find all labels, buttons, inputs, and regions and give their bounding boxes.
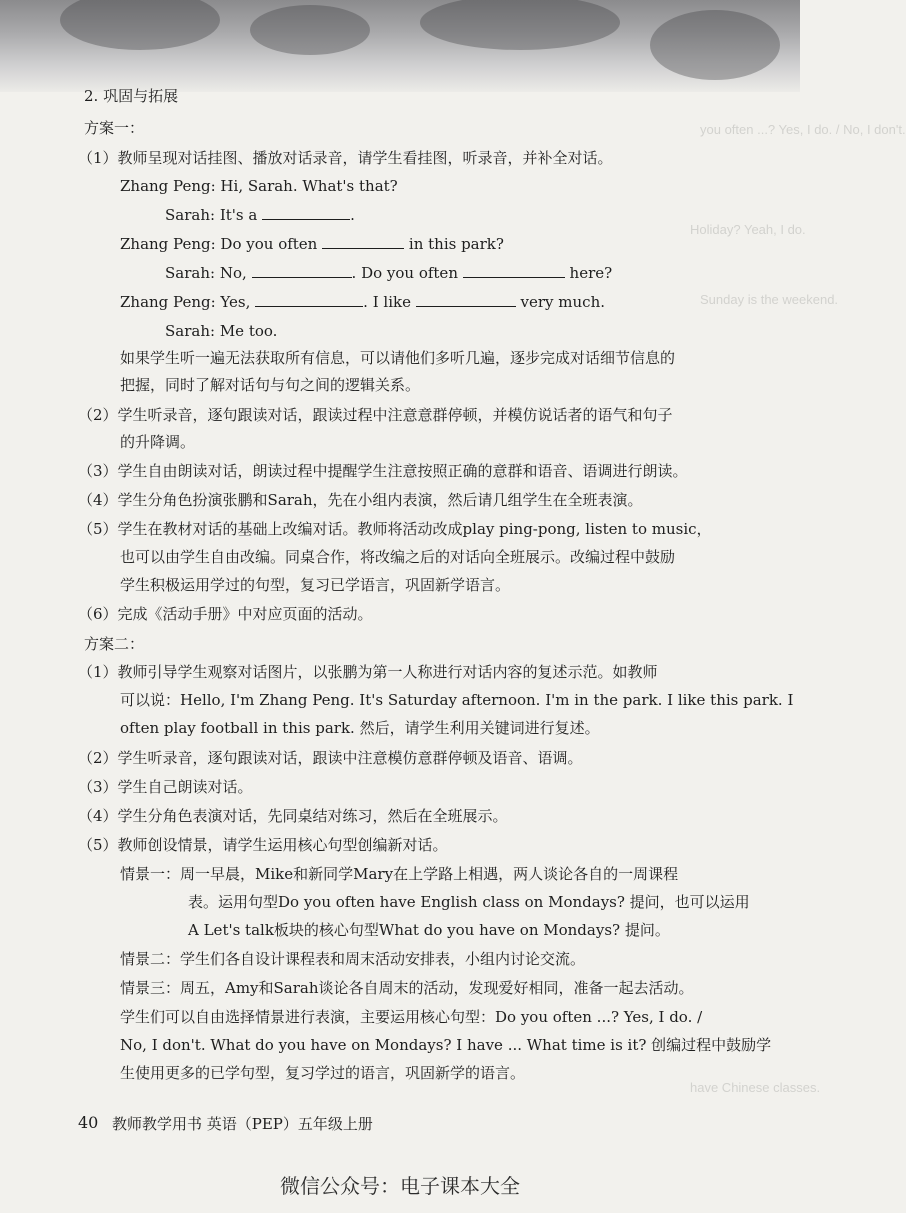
scenario: 情景三：周五，Amy和Sarah谈论各自周末的活动，发现爱好相同，准备一起去活动。 bbox=[120, 979, 694, 997]
dialog-text: Zhang Peng: Do you often bbox=[120, 235, 318, 253]
watermark-text: 微信公众号：电子课本大全 bbox=[280, 1174, 520, 1198]
paragraph: （4）学生分角色扮演张鹏和Sarah，先在小组内表演，然后请几组学生在全班表演。 bbox=[78, 491, 643, 509]
dialog-line bbox=[120, 292, 605, 312]
show-through-text: you often ...? Yes, I do. / No, I don't. bbox=[700, 122, 906, 137]
paragraph: 也可以由学生自由改编。同桌合作，将改编之后的对话向全班展示。改编过程中鼓励 bbox=[120, 548, 676, 566]
paragraph: 生使用更多的已学句型，复习学过的语言，巩固新学的语言。 bbox=[120, 1064, 526, 1082]
plan-two-heading: 方案二： bbox=[84, 635, 145, 653]
dialog-text: . Do you often bbox=[351, 264, 458, 282]
scenario: 表。运用句型Do you often have English class on Mondays? 提问，也可以运用 bbox=[188, 893, 750, 911]
paragraph: （5）学生在教材对话的基础上改编对话。教师将活动改成play ping-pong, listen to music， bbox=[78, 520, 712, 538]
paragraph: 学生们可以自由选择情景进行表演，主要运用核心句型：Do you often ...? Yes, I do. / bbox=[120, 1008, 703, 1026]
dialog-text: . I like bbox=[363, 293, 411, 311]
paragraph: （4）学生分角色表演对话，先同桌结对练习，然后在全班展示。 bbox=[78, 807, 508, 825]
show-through-text: have Chinese classes. bbox=[690, 1080, 821, 1095]
section-title: 2. 巩固与拓展 bbox=[84, 87, 179, 105]
paragraph: （3）学生自由朗读对话，朗读过程中提醒学生注意按照正确的意群和语音、语调进行朗读。 bbox=[78, 462, 688, 480]
paragraph: （6）完成《活动手册》中对应页面的活动。 bbox=[78, 605, 373, 623]
plan-one-heading: 方案一： bbox=[84, 119, 145, 137]
paragraph: （3）学生自己朗读对话。 bbox=[78, 778, 253, 796]
dialog-line bbox=[165, 263, 612, 283]
answer-blank bbox=[322, 234, 404, 249]
paragraph: （5）教师创设情景，请学生运用核心句型创编新对话。 bbox=[78, 836, 448, 854]
page-number: 40 bbox=[78, 1113, 99, 1132]
paragraph: （2）学生听录音，逐句跟读对话，跟读过程中注意意群停顿，并模仿说话者的语气和句子 bbox=[78, 406, 673, 424]
dialog-line: Sarah: Me too. bbox=[165, 322, 278, 340]
dialog-line bbox=[165, 205, 355, 225]
dialog-line bbox=[120, 234, 504, 254]
paragraph: 可以说：Hello, I'm Zhang Peng. It's Saturday afternoon. I'm in the park. I like this park. I bbox=[120, 691, 794, 709]
paragraph: 的升降调。 bbox=[120, 433, 196, 451]
paragraph: （2）学生听录音，逐句跟读对话，跟读中注意模仿意群停顿及语音、语调。 bbox=[78, 749, 583, 767]
show-through-text: Holiday? Yeah, I do. bbox=[690, 222, 806, 237]
answer-blank bbox=[463, 263, 565, 278]
paragraph: often play football in this park. 然后，请学生利用关键词进行复述。 bbox=[120, 719, 600, 737]
dialog-text: . bbox=[350, 206, 355, 224]
answer-blank bbox=[252, 263, 352, 278]
paragraph: （1）教师呈现对话挂图、播放对话录音，请学生看挂图，听录音，并补全对话。 bbox=[78, 149, 613, 167]
answer-blank bbox=[255, 292, 363, 307]
answer-blank bbox=[416, 292, 516, 307]
dialog-text: very much. bbox=[520, 293, 606, 311]
paragraph: 如果学生听一遍无法获取所有信息，可以请他们多听几遍，逐步完成对话细节信息的 bbox=[120, 349, 676, 367]
scenario: 情景二：学生们各自设计课程表和周末活动安排表，小组内讨论交流。 bbox=[120, 950, 586, 968]
paragraph: 学生积极运用学过的句型，复习已学语言，巩固新学语言。 bbox=[120, 576, 511, 594]
dialog-text: in this park? bbox=[408, 235, 504, 253]
dialog-text: Sarah: It's a bbox=[165, 206, 258, 224]
paragraph: No, I don't. What do you have on Mondays? I have ... What time is it? 创编过程中鼓励学 bbox=[120, 1036, 772, 1054]
dialog-text: Zhang Peng: Yes, bbox=[120, 293, 251, 311]
show-through-text: Sunday is the weekend. bbox=[700, 292, 839, 307]
scenario: 情景一：周一早晨，Mike和新同学Mary在上学路上相遇，两人谈论各自的一周课程 bbox=[120, 865, 679, 883]
dialog-text: here? bbox=[569, 264, 613, 282]
scenario: A Let's talk板块的核心句型What do you have on Mondays? 提问。 bbox=[188, 921, 670, 939]
paragraph: 把握，同时了解对话句与句之间的逻辑关系。 bbox=[120, 376, 421, 394]
dialog-text: Sarah: No, bbox=[165, 264, 247, 282]
paragraph: （1）教师引导学生观察对话图片，以张鹏为第一人称进行对话内容的复述示范。如教师 bbox=[78, 663, 658, 681]
book-title: 教师教学用书 英语（PEP）五年级上册 bbox=[112, 1115, 373, 1133]
page-top-decoration bbox=[0, 0, 800, 92]
dialog-line: Zhang Peng: Hi, Sarah. What's that? bbox=[120, 177, 398, 195]
answer-blank bbox=[262, 205, 350, 220]
